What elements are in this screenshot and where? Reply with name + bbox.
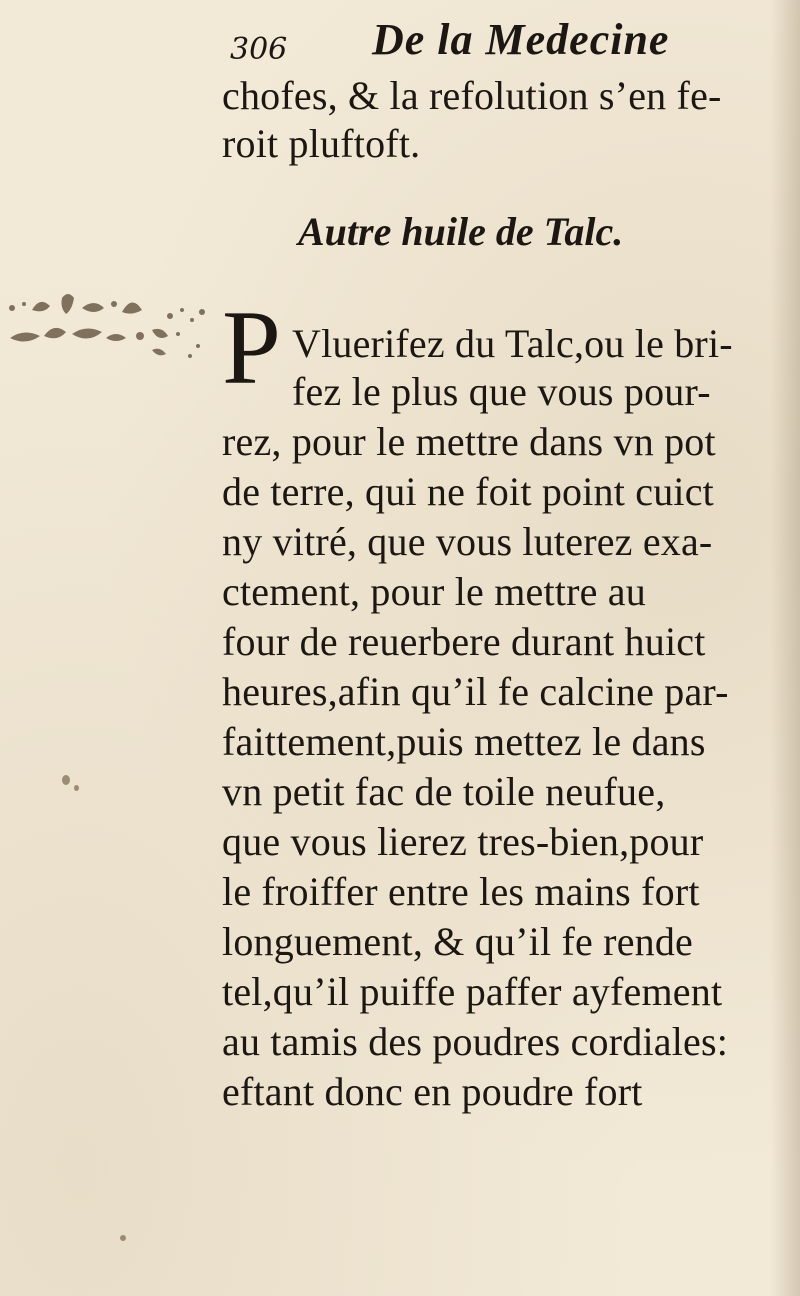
text-line: le froiffer entre les mains fort: [222, 869, 700, 914]
text-line: eftant donc en poudre fort: [222, 1069, 643, 1114]
text-line: au tamis des poudres cordiales:: [222, 1019, 729, 1064]
running-title: De la Medecine: [372, 15, 670, 64]
text-line: tel,qu’il puiffe paffer ayfement: [222, 969, 723, 1014]
text-line: fez le plus que vous pour-: [292, 369, 711, 414]
ink-speck: [62, 775, 70, 785]
text-line: que vous lierez tres-bien,pour: [222, 819, 704, 864]
text-line: de terre, qui ne foit point cuict: [222, 469, 714, 514]
drop-cap: P: [222, 289, 281, 406]
text-line: Vluerifez du Talc,ou le bri-: [292, 321, 733, 366]
text-line: ny vitré, que vous luterez exa-: [222, 519, 713, 564]
text-line: longuement, & qu’il fe rende: [222, 919, 694, 964]
text-line: ctement, pour le mettre au: [222, 569, 646, 614]
ink-speck: [120, 1235, 126, 1241]
section-heading: Autre huile de Talc.: [298, 209, 624, 254]
ink-speck: [74, 785, 79, 791]
bleed-through-ornament-icon: [2, 290, 217, 380]
text-line: four de reuerbere durant huict: [222, 619, 706, 664]
text-line: chofes, & la refolution s’en fe-: [222, 73, 722, 118]
text-line: rez, pour le mettre dans vn pot: [222, 419, 716, 464]
page-edge-shadow: [770, 0, 800, 1296]
text-line: roit pluftoft.: [222, 121, 421, 166]
text-line: vn petit fac de toile neufue,: [222, 769, 666, 814]
text-line: faittement,puis mettez le dans: [222, 719, 706, 764]
page-number: 306: [230, 32, 288, 67]
text-line: heures,afin qu’il fe calcine par-: [222, 669, 729, 714]
